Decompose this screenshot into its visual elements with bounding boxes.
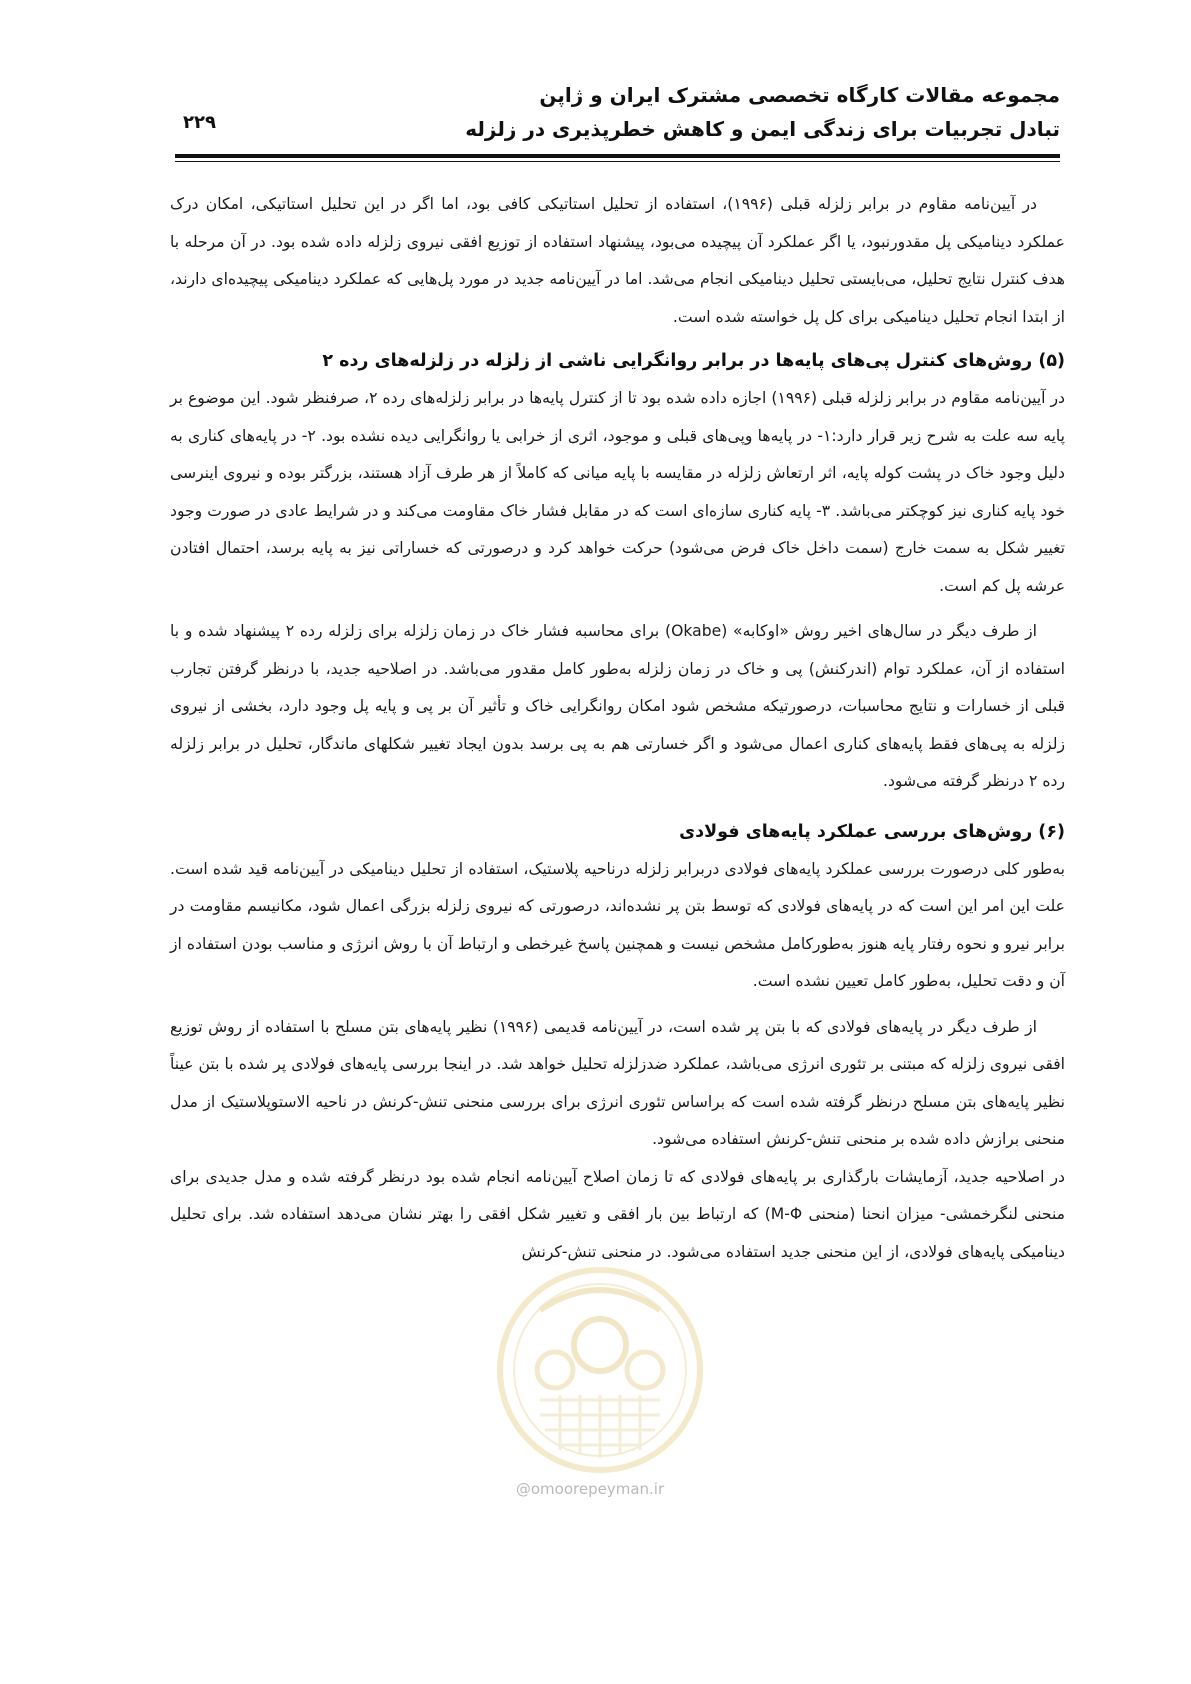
section-heading-6: (۶) روش‌های بررسی عملکرد پایه‌های فولادی [679, 821, 1065, 842]
page-number: ۲۲۹ [183, 112, 216, 133]
header-title-line2: تبادل تجربیات برای زندگی ایمن و کاهش خطرپذیری در زلزله [465, 117, 1060, 141]
paragraph-4: به‌طور کلی درصورت بررسی عملکرد پایه‌های فولادی دربرابر زلزله درناحیه پلاستیک، استفاده از تحلیل دینامیکی در آیین‌نامه قید شده است. علت این امر این است که در پایه‌های فولادی که توسط بتن پر نشده‌اند، درصورتی که نیروی زلزله بزرگی اعمال شود، مکانیسم مقاومت در برابر نیرو و نحوه رفتار پایه هنوز به‌طورکامل مشخص نیست و همچنین پاسخ غیرخطی و ارتباط آن با روش انرژی و مناسب بودن استفاده از آن و دقت تحلیل، به‌طور کامل تعیین نشده است. [170, 859, 1065, 990]
header-rule-thin [175, 161, 1060, 162]
watermark-url: @omoorepeyman.ir [515, 1480, 665, 1498]
paragraph-3: از طرف دیگر در سال‌های اخیر روش «اوکابه» (Okabe) برای محاسبه فشار خاک در زمان زلزله برای زلزله رده ۲ پیشنهاد شده و با استفاده از آن، عملکرد توام (اندرکنش) پی و خاک در زمان زلزله به‌طور کامل مقدور می‌باشد. در اصلاحیه جدید، با درنظر گرفتن تجارب قبلی از خسارات و نتایج محاسبات، درصورتیکه مشخص شود امکان روانگرایی خاک و تأثیر آن بر پی و پایه پل وجود دارد، بخشی از نیروی زلزله به پی‌های فقط پایه‌های کناری اعمال می‌شود و اگر خسارتی هم به پی برسد بدون ایجاد تغییر شکلهای ماندگار، تحلیل در برابر زلزله رده ۲ درنظر گرفته می‌شود. [170, 622, 1065, 790]
paragraph-2: در آیین‌نامه مقاوم در برابر زلزله قبلی (۱۹۹۶) اجازه داده شده بود تا از کنترل پایه‌ها در برابر زلزله‌های رده ۲، صرفنظر شود. این موضوع بر پایه سه علت به شرح زیر قرار دارد:۱- در پایه‌ها وپی‌های قبلی و موجود، اثری از خرابی یا روانگرایی دیده نشده بود. ۲- در پایه‌های کناری به دلیل وجود خاک در پشت کوله پایه، اثر ارتعاش زلزله در مقایسه با پایه میانی که کاملاً از هر طرف آزاد هستند، بزرگتر بوده و نیروی اینرسی خود پایه کناری نیز کوچکتر می‌باشد. ۳- پایه کناری سازه‌ای است که در مقابل فشار خاک مقاومت می‌کند و در شرایط عادی در صورت وجود تغییر شکل به سمت خارج (سمت داخل خاک فرض می‌شود) حرکت خواهد کرد و درصورتی که خساراتی نیز به پایه برسد، احتمال افتادن عرشه پل کم است. [170, 389, 1066, 595]
section-heading-5: (۵) روش‌های کنترل پی‌های پایه‌ها در برابر روانگرایی ناشی از زلزله در زلزله‌های رده ۲ [322, 351, 1065, 371]
page-content [170, 186, 1065, 1271]
paragraph-6: در اصلاحیه جدید، آزمایشات بارگذاری بر پایه‌های فولادی که تا زمان اصلاح آیین‌نامه انجام شده بود درنظر گرفته شده و مدل جدیدی برای منحنی لنگرخمشی- میزان انحنا (منحنی M-Φ) که ارتباط بین بار افقی و تغییر شکل افقی را بهتر نشان می‌دهد استفاده شد. برای تحلیل دینامیکی پایه‌های فولادی، از این منحنی جدید استفاده می‌شود. در منحنی تنش-کرنش [170, 1167, 1065, 1261]
paragraph-1: در آیین‌نامه مقاوم در برابر زلزله قبلی (۱۹۹۶)، استفاده از تحلیل استاتیکی کافی بود، اما اگر در این تحلیل استاتیکی، امکان درک عملکرد دینامیکی پل مقدورنبود، یا اگر عملکرد آن پیچیده می‌بود، پیشنهاد استفاده از توزیع افقی نیروی زلزله داده شده بود. در آن مرحله با هدف کنترل نتایج تحلیل، می‌بایستی تحلیل دینامیکی انجام می‌شد. اما در آیین‌نامه جدید در مورد پل‌هایی که عملکرد دینامیکی پیچیده‌ای دارند، از ابتدا انجام تحلیل دینامیکی برای کل پل خواسته شده است. [170, 195, 1065, 326]
watermark-logo-icon [480, 1250, 720, 1490]
header-title-line1: مجموعه مقالات کارگاه تخصصی مشترک ایران و ژاپن [539, 83, 1060, 107]
header-rule-thick [175, 154, 1060, 158]
header-titles [465, 78, 1060, 146]
page-header [175, 78, 1060, 170]
paragraph-5: از طرف دیگر در پایه‌های فولادی که با بتن پر شده است، در آیین‌نامه قدیمی (۱۹۹۶) نظیر پایه‌های بتن مسلح با استفاده از روش توزیع افقی نیروی زلزله که مبتنی بر تئوری انرژی می‌باشد، عملکرد ضدزلزله تحلیل خواهد شد. در اینجا بررسی پایه‌های فولادی پر شده با بتن عیناً نظیر پایه‌های بتن مسلح درنظر گرفته شده است که براساس تئوری انرژی برای بررسی منحنی تنش-کرنش در ناحیه الاستوپلاستیک از مدل منحنی برازش داده شده بر منحنی تنش-کرنش استفاده می‌شود. [170, 1017, 1065, 1148]
